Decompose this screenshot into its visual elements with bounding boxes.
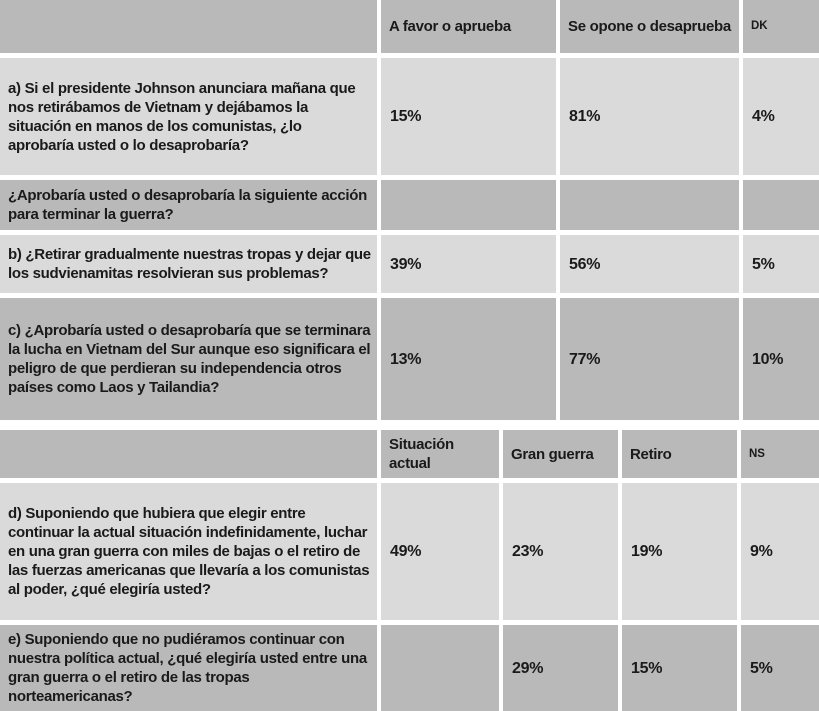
value-cell-d-retiro: 19% xyxy=(622,483,737,620)
value-cell-c-favor: 13% xyxy=(381,298,556,420)
value-cell-b-dk: 5% xyxy=(743,235,819,293)
column-header-dk: DK xyxy=(743,0,819,53)
question-cell-d: d) Suponiendo que hubiera que elegir entre continuar la actual situación indefinidamente, luchar en una gran guerra con miles de bajas o el retiro de las fuerzas americanas que llevaría a los comunistas al poder, ¿qué elegiría usted? xyxy=(0,483,377,620)
column-header-a-favor: A favor o aprueba xyxy=(381,0,556,53)
column-header-retiro: Retiro xyxy=(622,430,737,478)
question-cell-subheader: ¿Aprobaría usted o desaprobaría la siguiente acción para terminar la guerra? xyxy=(0,180,377,230)
column-header-se-opone: Se opone o desaprueba xyxy=(560,0,739,53)
column-header-ns: NS xyxy=(741,430,819,478)
value-cell-e-guerra: 29% xyxy=(503,625,618,711)
value-cell-a-favor: 15% xyxy=(381,58,556,175)
header-corner-cell-2 xyxy=(0,430,377,478)
value-cell-sub-dk xyxy=(743,180,819,230)
value-cell-d-guerra: 23% xyxy=(503,483,618,620)
question-cell-b: b) ¿Retirar gradualmente nuestras tropas y dejar que los sudvienamitas resolvieran sus problemas? xyxy=(0,235,377,293)
value-cell-e-retiro: 15% xyxy=(622,625,737,711)
poll-table-alternatives xyxy=(0,430,819,711)
question-cell-e: e) Suponiendo que no pudiéramos continuar con nuestra política actual, ¿qué elegiría usted entre una gran guerra o el retiro de las tropas norteamericanas? xyxy=(0,625,377,711)
value-cell-b-opone: 56% xyxy=(560,235,739,293)
question-cell-c: c) ¿Aprobaría usted o desaprobaría que se terminara la lucha en Vietnam del Sur aunque eso significara el peligro de que perdieran su independencia otros países como Laos y Tailandia? xyxy=(0,298,377,420)
column-header-situacion-actual: Situación actual xyxy=(381,430,499,478)
value-cell-e-ns: 5% xyxy=(741,625,819,711)
value-cell-d-ns: 9% xyxy=(741,483,819,620)
header-corner-cell xyxy=(0,0,377,53)
value-cell-a-opone: 81% xyxy=(560,58,739,175)
value-cell-sub-opone xyxy=(560,180,739,230)
value-cell-sub-favor xyxy=(381,180,556,230)
value-cell-e-situacion xyxy=(381,625,499,711)
value-cell-a-dk: 4% xyxy=(743,58,819,175)
value-cell-c-opone: 77% xyxy=(560,298,739,420)
value-cell-b-favor: 39% xyxy=(381,235,556,293)
column-header-gran-guerra: Gran guerra xyxy=(503,430,618,478)
question-cell-a: a) Si el presidente Johnson anunciara mañana que nos retirábamos de Vietnam y dejábamos la situación en manos de los comunistas, ¿lo aprobaría usted o lo desaprobaría? xyxy=(0,58,377,175)
value-cell-c-dk: 10% xyxy=(743,298,819,420)
value-cell-d-situacion: 49% xyxy=(381,483,499,620)
